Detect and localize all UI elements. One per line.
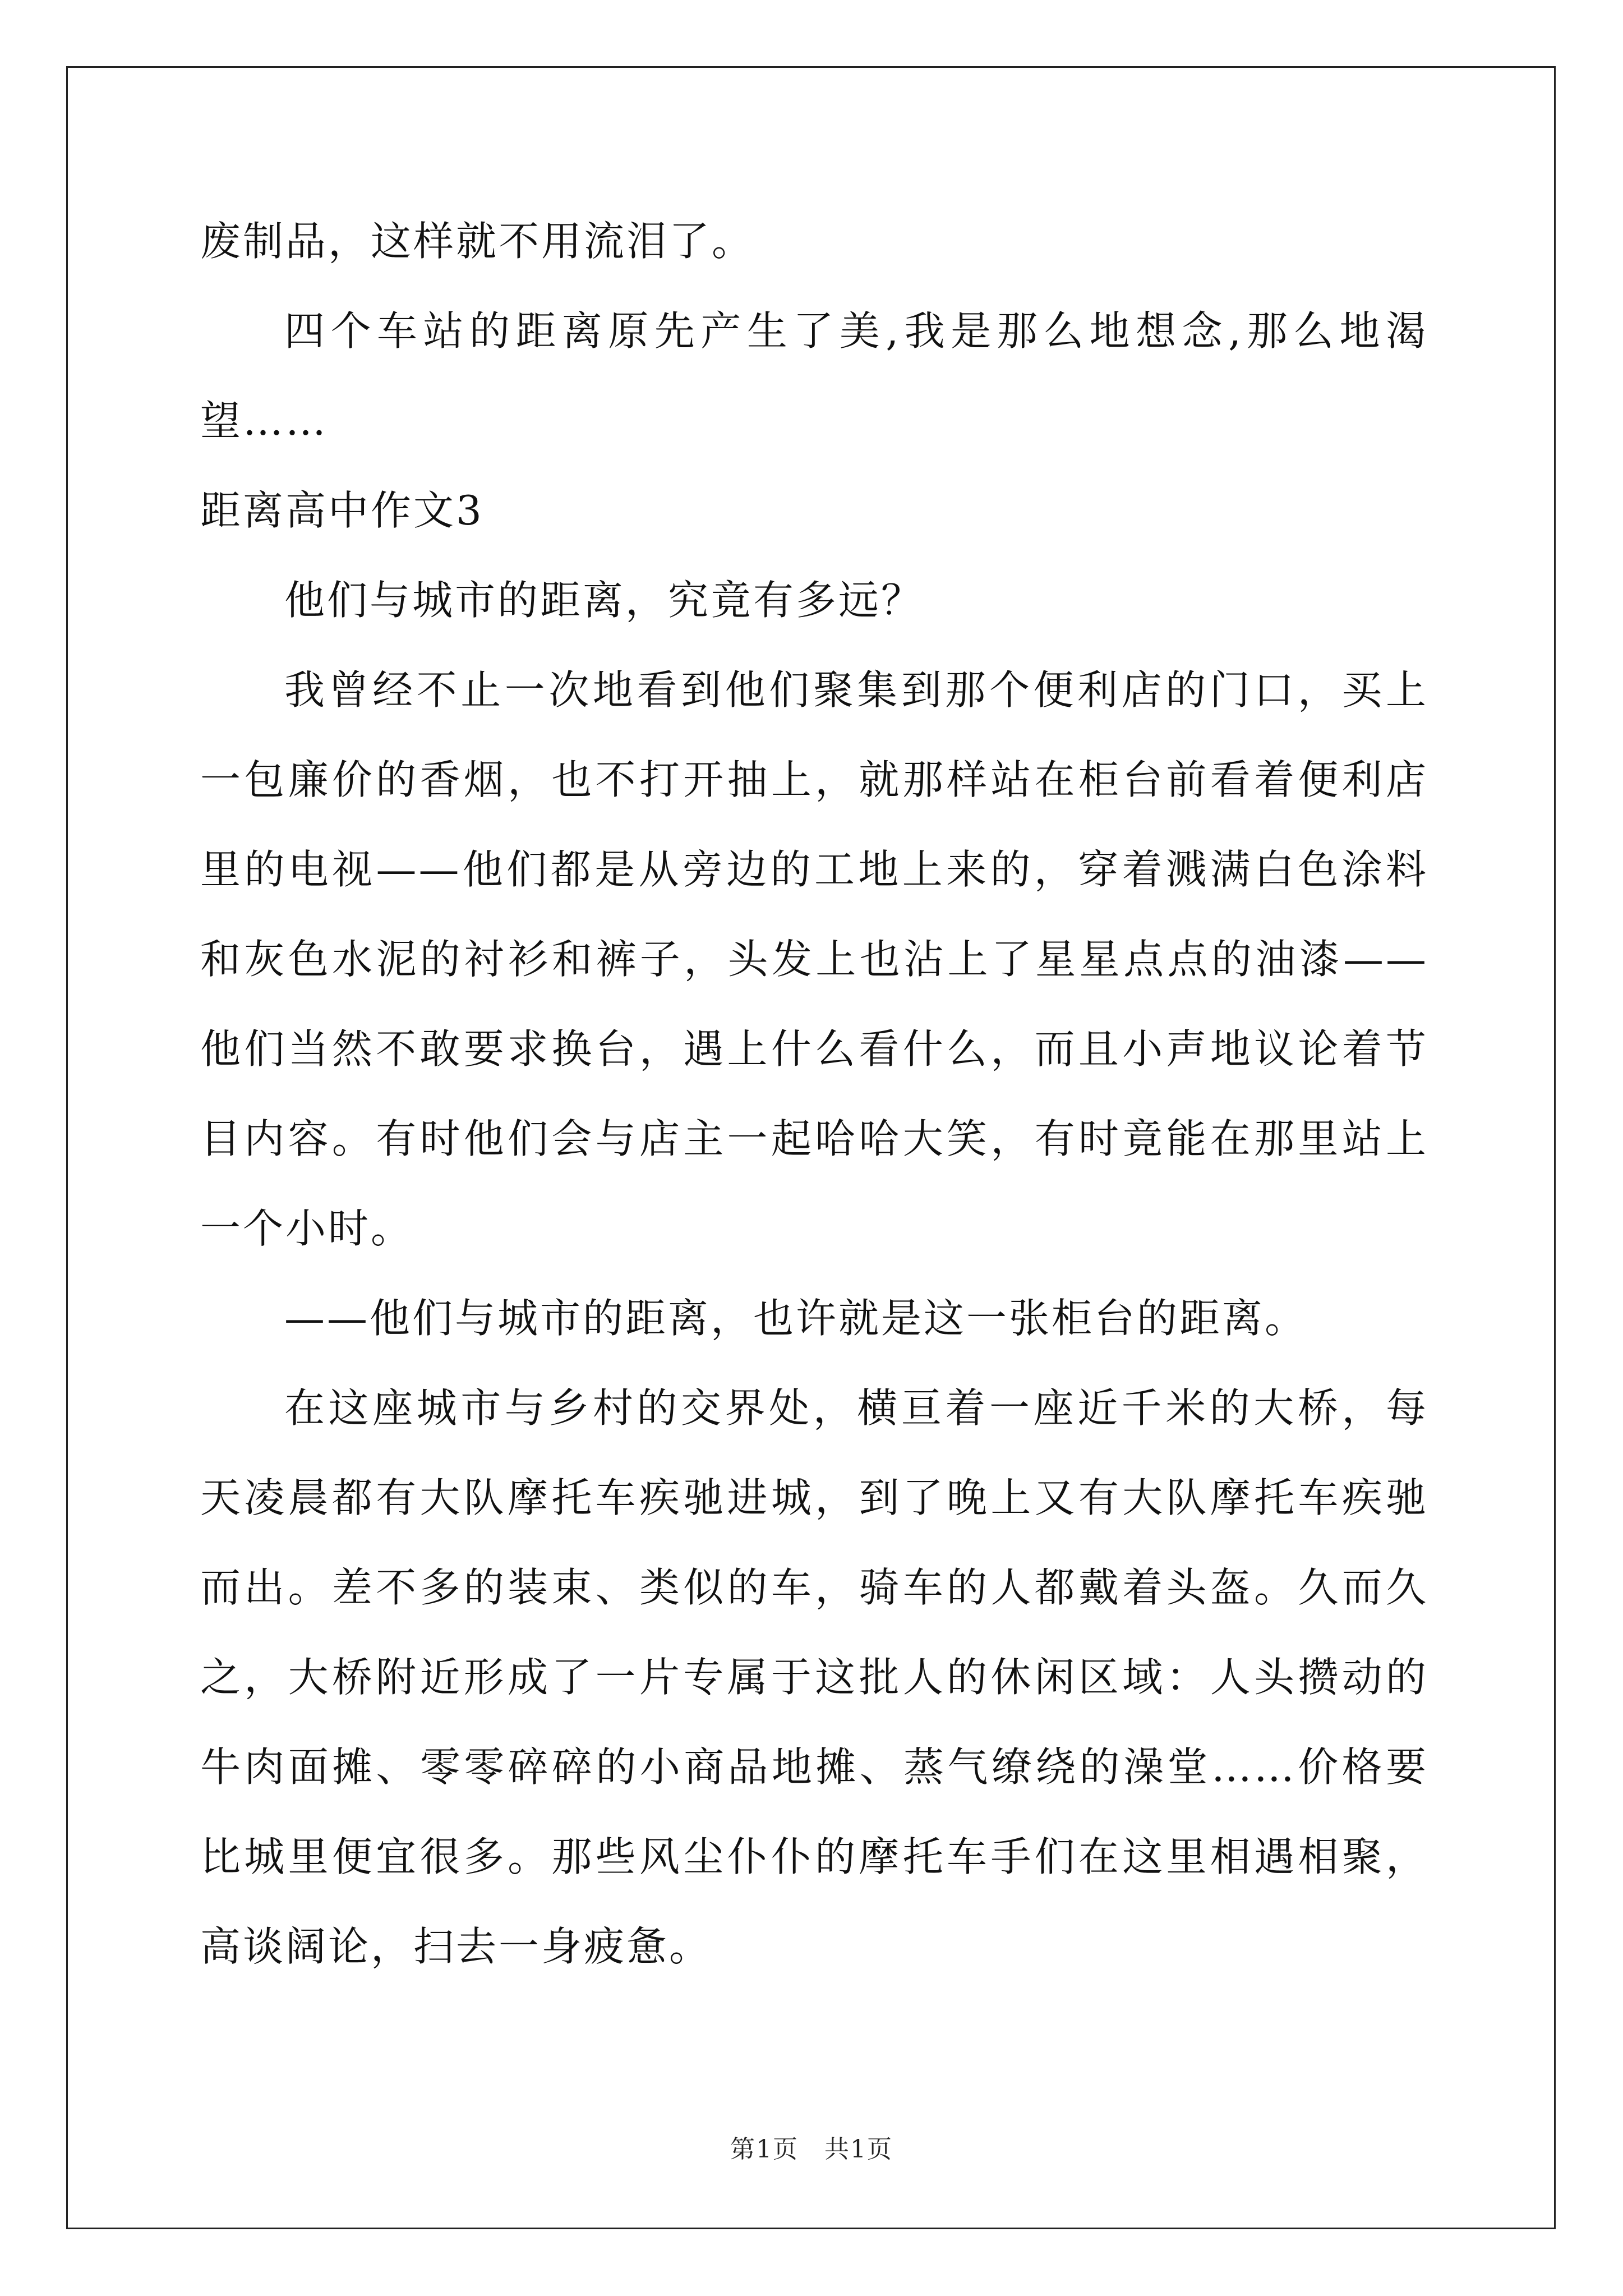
section-heading: 距离高中作文3 [200, 487, 484, 534]
paragraph-5: ——他们与城市的距离，也许就是这一张柜台的距离。 [284, 1295, 1308, 1342]
paragraph-4: 我曾经不止一次地看到他们聚集到那个便利店的门口，买上一包廉价的香烟，也不打开抽上，就那样站在柜台前看着便利店里的电视——他们都是从旁边的工地上来的，穿着溅满白色涂料和灰色水泥的衬衫和裤子，头发上也沾上了星星点点的油漆——他们当然不敢要求换台，遇上什么看什么，而且小声地议论着节目内容。有时他们会与店主一起哈哈大笑，有时竟能在那里站上一个小时。 [200, 666, 1428, 1252]
paragraph-1: 废制品，这样就不用流泪了。 [200, 218, 755, 265]
page-number-footer: 第1页 共1页 [730, 2135, 893, 2164]
paragraph-6: 在这座城市与乡村的交界处，横亘着一座近千米的大桥，每天凌晨都有大队摩托车疾驰进城，到了晚上又有大队摩托车疾驰而出。差不多的装束、类似的车，骑车的人都戴着头盔。久而久之，大桥附近形成了一片专属于这批人的休闲区域：人头攒动的牛肉面摊、零零碎碎的小商品地摊、蒸气缭绕的澡堂……价格要比城里便宜很多。那些风尘仆仆的摩托车手们在这里相遇相聚，高谈阔论，扫去一身疲惫。 [200, 1384, 1428, 1970]
paragraph-3: 他们与城市的距离，究竟有多远？ [284, 577, 924, 624]
document-body [200, 196, 1428, 1991]
paragraph-2: 四个车站的距离原先产生了美,我是那么地想念,那么地渴望…… [200, 307, 1428, 444]
